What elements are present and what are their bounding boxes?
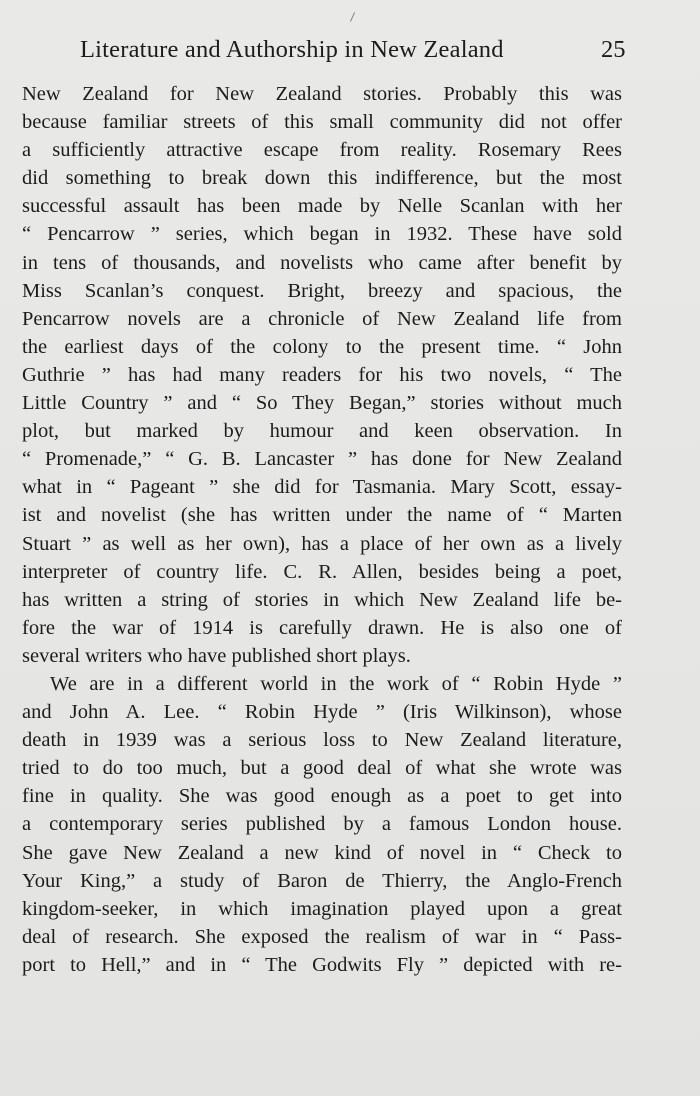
text-line: deal of research. She exposed the realism of war in “ Pass- bbox=[22, 925, 622, 948]
text-line: a sufficiently attractive escape from reality. Rosemary Rees bbox=[22, 139, 622, 162]
body-text bbox=[22, 80, 622, 979]
text-line: kingdom-seeker, in which imagination played upon a great bbox=[22, 897, 622, 920]
text-line: what in “ Pageant ” she did for Tasmania. Mary Scott, essay- bbox=[22, 476, 622, 499]
text-line: Miss Scanlan’s conquest. Bright, breezy and spacious, the bbox=[22, 279, 622, 302]
text-line: Stuart ” as well as her own), has a place of her own as a lively bbox=[22, 532, 622, 555]
text-line: Guthrie ” has had many readers for his two novels, “ The bbox=[22, 363, 622, 386]
text-line: did something to break down this indifference, but the most bbox=[22, 167, 622, 190]
printer-mark bbox=[350, 12, 355, 21]
text-line: successful assault has been made by Nelle Scanlan with her bbox=[22, 195, 622, 218]
text-line: ist and novelist (she has written under the name of “ Marten bbox=[22, 504, 622, 527]
text-line: She gave New Zealand a new kind of novel in “ Check to bbox=[22, 841, 622, 864]
text-line: Your King,” a study of Baron de Thierry, the Anglo-French bbox=[22, 869, 622, 892]
text-line: plot, but marked by humour and keen observation. In bbox=[22, 420, 622, 443]
text-line: a contemporary series published by a famous London house. bbox=[22, 813, 622, 836]
running-head-title: Literature and Authorship in New Zealand bbox=[80, 36, 504, 63]
text-line: has written a string of stories in which New Zealand life be- bbox=[22, 588, 622, 611]
text-line: fore the war of 1914 is carefully drawn. He is also one of bbox=[22, 616, 622, 639]
text-line: New Zealand for New Zealand stories. Probably this was bbox=[22, 83, 622, 105]
text-line: Little Country ” and “ So They Began,” stories without much bbox=[22, 392, 622, 415]
text-line: and John A. Lee. “ Robin Hyde ” (Iris Wilkinson), whose bbox=[22, 701, 622, 724]
text-line: Pencarrow novels are a chronicle of New Zealand life from bbox=[22, 307, 622, 330]
text-line: fine in quality. She was good enough as a poet to get into bbox=[22, 785, 622, 808]
text-line: “ Promenade,” “ G. B. Lancaster ” has done for New Zealand bbox=[22, 448, 622, 471]
text-line: in tens of thousands, and novelists who came after benefit by bbox=[22, 251, 622, 274]
paragraph-first-line: We are in a different world in the work of “ Robin Hyde ” bbox=[50, 672, 622, 695]
text-line: tried to do too much, but a good deal of what she wrote was bbox=[22, 757, 622, 780]
text-line: port to Hell,” and in “ The Godwits Fly ” depicted with re- bbox=[22, 953, 622, 976]
paragraph-end-line: several writers who have published short plays. bbox=[22, 644, 411, 667]
text-line: because familiar streets of this small community did not offer bbox=[22, 111, 622, 134]
text-line: interpreter of country life. C. R. Allen, besides being a poet, bbox=[22, 560, 622, 583]
text-line: “ Pencarrow ” series, which began in 1932. These have sold bbox=[22, 223, 622, 246]
text-line: the earliest days of the colony to the present time. “ John bbox=[22, 335, 622, 358]
text-line: death in 1939 was a serious loss to New Zealand literature, bbox=[22, 729, 622, 752]
page-number: 25 bbox=[601, 36, 626, 63]
